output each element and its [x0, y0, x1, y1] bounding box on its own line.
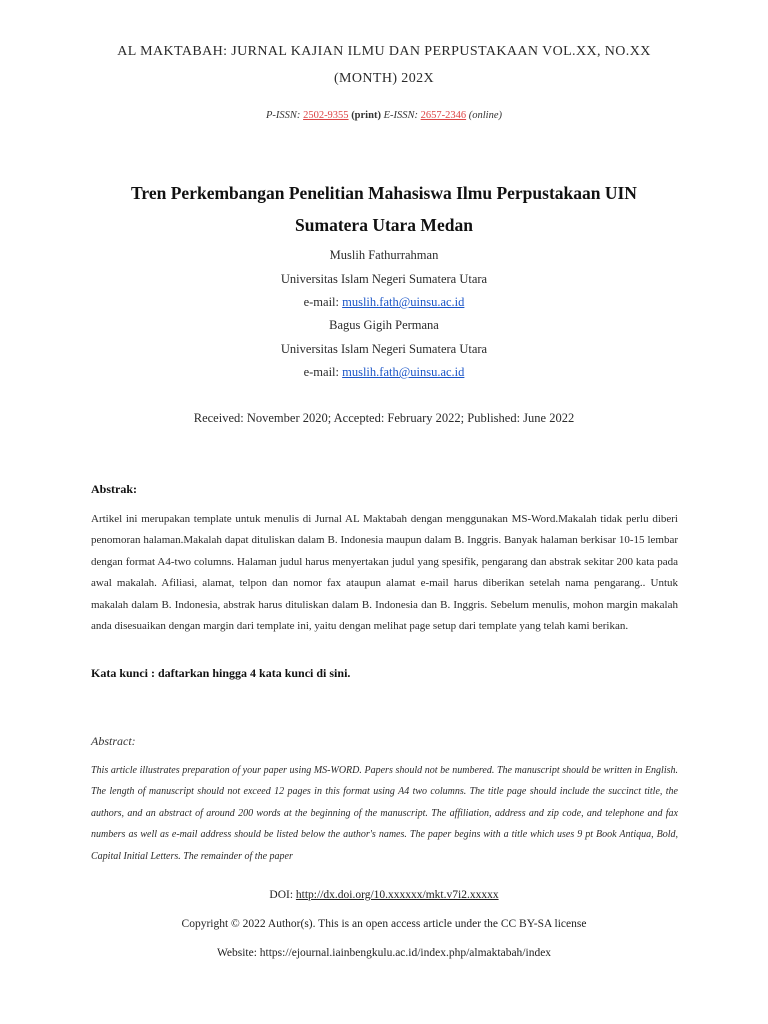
abstract-body: This article illustrates preparation of your paper using MS-WORD. Papers should not be numbered. The manuscript should be written in English. The length of manuscript should not exceed 12 pages in this format using A4 two columns. The title page should include the succinct title, the authors, and an abstract of around 200 words at the beginning of the manuscript. The affiliation, address and zip code, and telephone and fax numbers as well as e-mail address should be listed below the author's names. The paper begins with a title which uses 9 pt Book Antiqua, Bold, Capital Initial Letters. The remainder of the paper: [91, 765, 678, 862]
journal-header-line1: AL MAKTABAH: JURNAL KAJIAN ILMU DAN PERPUSTAKAAN VOL.XX, NO.XX: [117, 44, 651, 59]
article-title-line2: Sumatera Utara Medan: [295, 215, 473, 235]
abstrak-heading: Abstrak:: [91, 482, 138, 496]
author-email-link[interactable]: muslih.fath@uinsu.ac.id: [342, 295, 465, 309]
doi-link[interactable]: http://dx.doi.org/10.xxxxxx/mkt.v7i2.xxxxx: [295, 889, 499, 901]
abstrak-body: Artikel ini merupakan template untuk menulis di Jurnal AL Maktabah dengan menggunakan MS-Word.Makalah tidak perlu diberi penomoran halaman.Makalah dapat dituliskan dalam B. Indonesia maupun dalam B. Inggris. Banyak halaman berkisar 10-15 lembar dengan format A4-two columns. Halaman judul harus menyertakan judul yang spesifik, pengarang dan abstrak sekitar 200 kata pada awal makalah. Afiliasi, alamat, telpon dan nomor fax ataupun alamat e-mail harus diberikan setelah nama pengarang.. Untuk makalah dalam B. Indonesia, abstrak harus dituliskan dalam B. Indonesia dan B. Inggris. Sebelum menulis, mohon margin makalah anda disesuaikan dengan margin dari template ini, yaitu dengan melihat page setup dari template yang telah kami berikan.: [91, 513, 678, 633]
website-line: Website: https://ejournal.iainbengkulu.ac.id/index.php/almaktabah/index: [216, 947, 552, 959]
copyright-notice: Copyright © 2022 Author(s). This is an open access article under the CC BY-SA license: [181, 918, 587, 930]
author-affiliation: Universitas Islam Negeri Sumatera Utara: [280, 342, 488, 356]
p-issn-number[interactable]: 2502-9355: [303, 110, 349, 121]
e-issn-label: E-ISSN:: [383, 110, 421, 121]
author-email-link[interactable]: muslih.fath@uinsu.ac.id: [342, 365, 465, 379]
doi-line: [0, 889, 768, 901]
journal-header-line2: (MONTH) 202X: [333, 71, 435, 86]
article-title-line1: Tren Perkembangan Penelitian Mahasiswa Ilmu Perpustakaan UIN: [131, 183, 637, 203]
e-issn-type: (online): [466, 110, 502, 121]
author-email-line: [0, 295, 768, 310]
publication-dates: Received: November 2020; Accepted: February 2022; Published: June 2022: [193, 411, 575, 425]
author-email-line: [0, 365, 768, 380]
keywords-line: Kata kunci : daftarkan hingga 4 kata kunci di sini.: [91, 666, 351, 680]
issn-line: [0, 110, 768, 121]
author-name: Muslih Fathurrahman: [329, 248, 439, 262]
author-name: Bagus Gigih Permana: [329, 318, 439, 332]
abstract-heading: Abstract:: [91, 734, 136, 748]
e-issn-number[interactable]: 2657-2346: [420, 110, 467, 121]
author-affiliation: Universitas Islam Negeri Sumatera Utara: [280, 272, 488, 286]
p-issn-type: (print): [348, 110, 384, 121]
email-label: e-mail:: [303, 295, 343, 309]
p-issn-label: P-ISSN:: [266, 110, 304, 121]
email-label: e-mail:: [303, 365, 343, 379]
doi-label: DOI:: [269, 889, 296, 901]
